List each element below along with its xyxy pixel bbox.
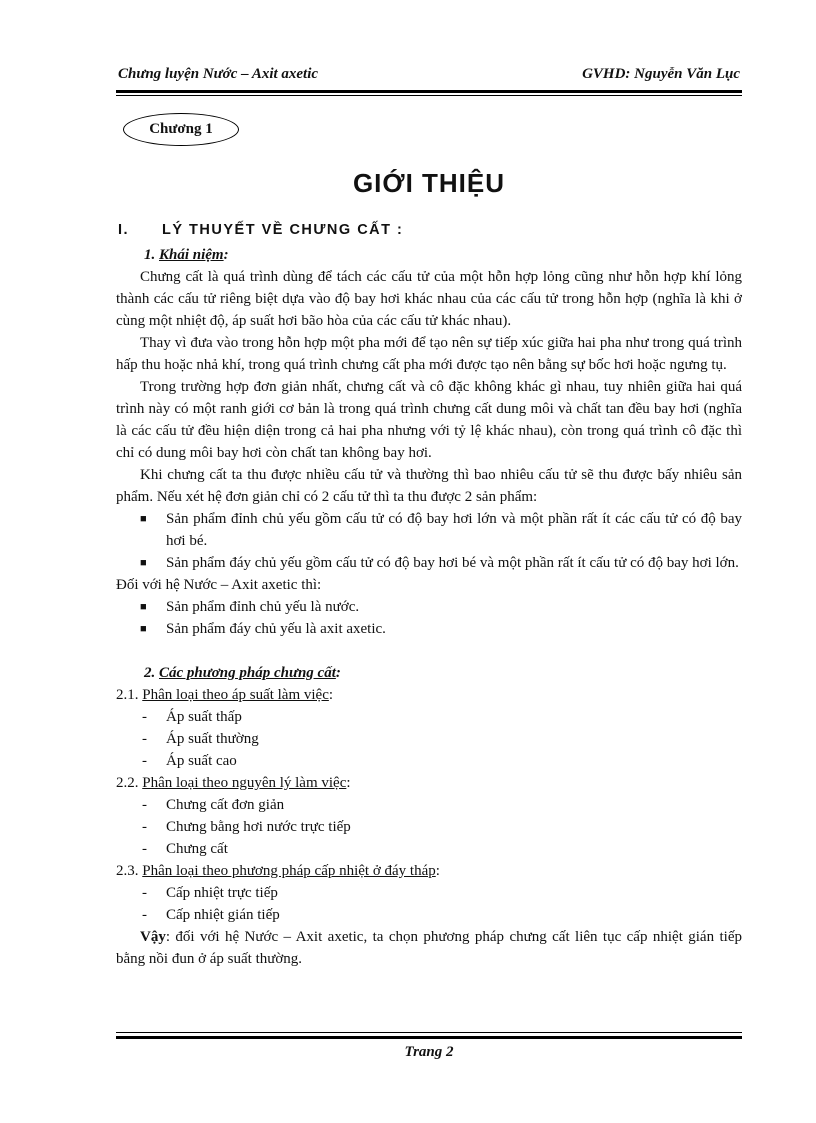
list-item: - Áp suất thấp <box>142 709 242 725</box>
list-item: - Chưng cất đơn giản <box>142 797 285 813</box>
sub1-suffix: : <box>223 247 229 263</box>
sub1-title: Khái niệm <box>159 247 224 263</box>
footer-rule-thick <box>116 1036 742 1039</box>
square-bullet-icon: ■ <box>140 557 147 569</box>
list-item <box>116 596 742 618</box>
classification-heading: 2.2. Phân loại theo nguyên lý làm việc: <box>116 775 351 791</box>
subheading-methods <box>144 662 742 684</box>
chapter-badge <box>123 113 239 146</box>
header-supervisor: GVHD: Nguyễn Văn Lục <box>582 66 740 82</box>
section-number: I. <box>118 222 130 238</box>
system-line: Đối với hệ Nước – Axit axetic thì: <box>116 577 322 593</box>
list-item: - Áp suất thường <box>142 731 259 747</box>
paragraph: Chưng cất là quá trình dùng để tách các cấu tử của một hỗn hợp lỏng cũng như hỗn hợp khí lỏng thành các cấu tử riêng biệt dựa vào độ bay hơi khác nhau của các cấu tử trong hỗn hợp (nghĩa là khi ở cùng một nhiệt độ, áp suất hơi bão hòa của các cấu tử khác nhau). <box>116 269 742 329</box>
classification-heading: 2.1. Phân loại theo áp suất làm việc: <box>116 687 334 703</box>
sub2-suffix: : <box>335 665 341 681</box>
header-rule-thick <box>116 90 742 93</box>
page-header <box>116 64 742 90</box>
list-item <box>116 618 742 640</box>
sub2-number: 2. <box>144 665 156 681</box>
list-item <box>116 552 742 574</box>
list-item: - Chưng bằng hơi nước trực tiếp <box>142 819 351 835</box>
list-item-text: Sản phẩm đáy chủ yếu gồm cấu tử có độ bay hơi bé và một phần rất ít cấu tử có độ bay hơi lớn. <box>166 555 739 571</box>
sub2-title: Các phương pháp chưng cất <box>159 665 336 681</box>
square-bullet-icon: ■ <box>140 513 147 525</box>
header-doc-title: Chưng luyện Nước – Axit axetic <box>118 66 319 82</box>
list-item-text: Sản phẩm đỉnh chủ yếu là nước. <box>166 599 360 615</box>
section-title: LÝ THUYẾT VỀ CHƯNG CẤT : <box>162 222 404 238</box>
conclusion-text: : đối với hệ Nước – Axit axetic, ta chọn phương pháp chưng cất liên tục cấp nhiệt gián tiếp bằng nồi đun ở áp suất thường. <box>116 929 742 967</box>
classification-heading: 2.3. Phân loại theo phương pháp cấp nhiệt ở đáy tháp: <box>116 863 440 879</box>
paragraph: Khi chưng cất ta thu được nhiều cấu tử và thường thì bao nhiêu cấu tử sẽ thu được bấy nhiêu sản phẩm. Nếu xét hệ đơn giản chỉ có 2 cấu tử thì ta thu được 2 sản phẩm: <box>116 467 742 505</box>
header-rule-thin <box>116 95 742 96</box>
square-bullet-icon: ■ <box>140 623 147 635</box>
paragraph: Thay vì đưa vào trong hỗn hợp một pha mới để tạo nên sự tiếp xúc giữa hai pha như trong quá trình hấp thu hoặc nhả khí, trong quá trình chưng cất pha mới được tạo nên bằng sự bốc hơi hoặc ngưng tụ. <box>116 335 742 373</box>
body-text <box>116 244 742 970</box>
conclusion <box>116 926 742 970</box>
list-item <box>116 508 742 552</box>
list-item-text: Sản phẩm đỉnh chủ yếu gồm cấu tử có độ bay hơi lớn và một phần rất ít các cấu tử có độ bay hơi bé. <box>166 511 742 549</box>
paragraph: Trong trường hợp đơn giản nhất, chưng cất và cô đặc không khác gì nhau, tuy nhiên giữa hai quá trình này có một ranh giới cơ bản là trong quá trình chưng cất dung môi và chất tan đều bay hơi (nghĩa là các cấu tử đều hiện diện trong cả hai pha nhưng với tỷ lệ khác nhau), còn trong quá trình cô đặc thì chỉ có dung môi bay hơi còn chất tan không bay hơi. <box>116 379 742 461</box>
list-item: - Cấp nhiệt gián tiếp <box>142 907 280 923</box>
square-bullet-icon: ■ <box>140 601 147 613</box>
list-item: - Cấp nhiệt trực tiếp <box>142 885 278 901</box>
footer-rule-thin <box>116 1032 742 1033</box>
page-number: Trang 2 <box>404 1044 454 1060</box>
list-item-text: Sản phẩm đáy chủ yếu là axit axetic. <box>166 621 386 637</box>
subheading-concept <box>144 244 742 266</box>
conclusion-lead: Vậy <box>140 929 166 945</box>
section-heading <box>118 222 403 238</box>
list-item: - Chưng cất <box>142 841 228 857</box>
sub1-number: 1. <box>144 247 156 263</box>
chapter-label: Chương 1 <box>149 121 213 137</box>
list-item: - Áp suất cao <box>142 753 237 769</box>
page-title: GIỚI THIỆU <box>352 168 506 198</box>
